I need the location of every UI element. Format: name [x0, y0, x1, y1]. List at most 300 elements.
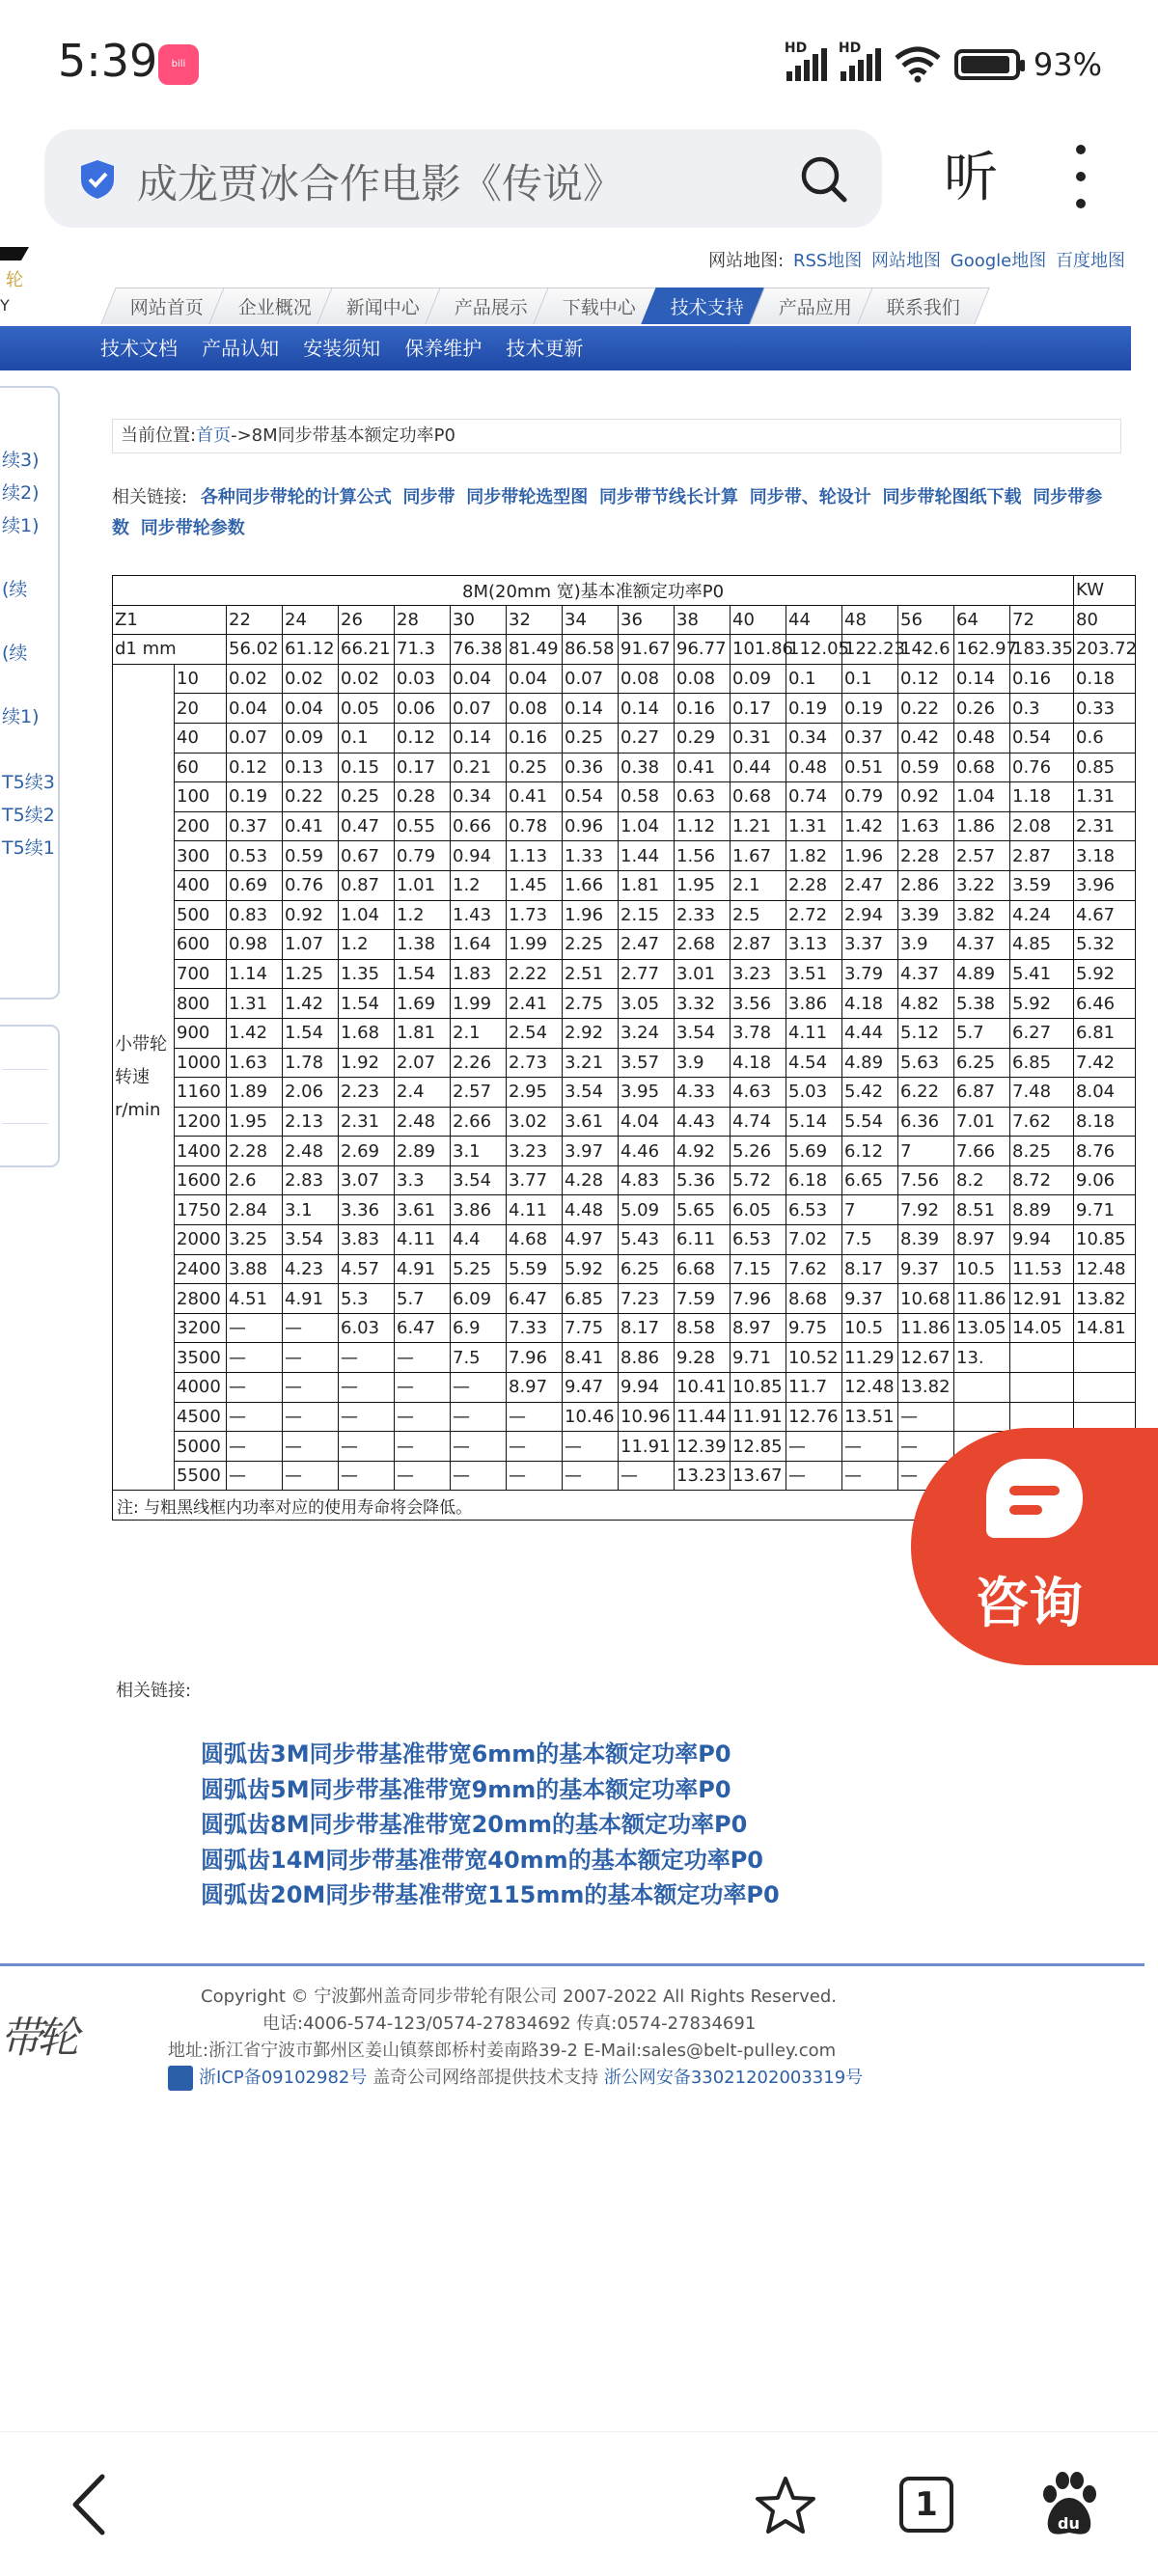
chat-bubble-icon	[986, 1459, 1083, 1538]
sidebar-item[interactable]: 续3)	[2, 450, 40, 471]
sidebar-item[interactable]: T5续2	[2, 805, 55, 826]
power-cell: 0.03	[395, 664, 451, 694]
power-cell: 0.92	[898, 782, 954, 812]
power-cell: —	[227, 1313, 283, 1343]
power-cell: 2.47	[842, 870, 898, 900]
power-cell: 3.23	[731, 959, 786, 989]
power-cell: 0.27	[619, 723, 675, 753]
power-cell: 9.94	[619, 1373, 675, 1403]
rel-link[interactable]: 同步带参数	[112, 487, 1103, 538]
power-cell: —	[395, 1461, 451, 1491]
power-cell: 0.83	[227, 900, 283, 930]
table-row	[113, 1313, 1136, 1343]
power-cell: 3.39	[898, 900, 954, 930]
power-cell: 0.19	[227, 782, 283, 812]
power-cell: 1.14	[227, 959, 283, 989]
power-cell: 1.99	[507, 930, 563, 960]
subnav-tech-updates[interactable]: 技术更新	[506, 337, 584, 360]
nav-applications[interactable]: 产品应用	[749, 288, 881, 324]
power-cell: 12.67	[898, 1343, 954, 1373]
power-cell: 11.29	[842, 1343, 898, 1373]
power-cell: —	[227, 1343, 283, 1373]
power-cell: 1.42	[227, 1018, 283, 1048]
bookmark-star-icon[interactable]	[755, 2475, 816, 2536]
listen-button[interactable]: 听	[944, 147, 998, 209]
nav-news[interactable]: 新闻中心	[317, 288, 449, 324]
power-cell: —	[283, 1313, 339, 1343]
power-cell: —	[786, 1461, 842, 1491]
power-cell: —	[283, 1373, 339, 1403]
power-cell: 6.68	[675, 1254, 731, 1284]
table-note: 注: 与粗黑线框内功率对应的使用寿命将会降低。	[113, 1491, 1136, 1521]
table-row	[113, 1225, 1136, 1255]
speed-cell: 60	[175, 753, 227, 782]
diameter-label: d1 mm	[113, 635, 227, 665]
table-row	[113, 1165, 1136, 1195]
nav-company[interactable]: 企业概况	[208, 288, 341, 324]
power-cell: 5.92	[563, 1254, 619, 1284]
power-cell: 3.07	[339, 1165, 395, 1195]
table-row	[113, 1107, 1136, 1137]
power-cell: 6.22	[898, 1078, 954, 1108]
nav-tech-support[interactable]: 技术支持	[641, 288, 773, 324]
power-cell: 0.14	[619, 694, 675, 724]
power-cell: 4.18	[842, 989, 898, 1019]
power-cell: 11.44	[675, 1402, 731, 1432]
power-cell: 5.72	[731, 1165, 786, 1195]
site-map-link[interactable]: 网站地图	[871, 251, 942, 271]
power-cell: 3.86	[786, 989, 842, 1019]
power-cell: 0.08	[507, 694, 563, 724]
table-title: 8M(20mm 宽)基本准额定功率P0	[113, 576, 1074, 606]
power-cell: 1.42	[283, 989, 339, 1019]
teeth-cell: 28	[395, 605, 451, 635]
subnav-tech-docs[interactable]: 技术文档	[100, 337, 178, 360]
power-cell: 1.64	[451, 930, 507, 960]
power-cell: —	[619, 1461, 675, 1491]
power-cell: 0.08	[675, 664, 731, 694]
power-cell: 2.07	[395, 1048, 451, 1078]
table-row	[113, 959, 1136, 989]
power-cell: 7.23	[619, 1284, 675, 1314]
power-cell: 1.95	[227, 1107, 283, 1137]
power-cell: 1.96	[563, 900, 619, 930]
power-cell: 1.31	[1074, 782, 1136, 812]
power-cell: 2.23	[339, 1078, 395, 1108]
nav-products[interactable]: 产品展示	[425, 288, 557, 324]
power-cell: 2.48	[283, 1137, 339, 1166]
speed-cell: 2800	[175, 1284, 227, 1314]
power-cell: 0.41	[675, 753, 731, 782]
power-cell: 4.92	[675, 1137, 731, 1166]
power-cell: 1.04	[954, 782, 1010, 812]
power-cell: 0.12	[898, 664, 954, 694]
power-cell: 0.54	[563, 782, 619, 812]
diameter-cell: 86.58	[563, 635, 619, 665]
related-article-list	[201, 1737, 780, 1913]
article-link-8m[interactable]: 圆弧齿8M同步带基准带宽20mm的基本额定功率P0	[201, 1811, 748, 1838]
power-cell: 0.25	[339, 782, 395, 812]
power-cell: 5.92	[1010, 989, 1074, 1019]
power-cell: 1.21	[731, 811, 786, 841]
power-cell: 2.87	[731, 930, 786, 960]
power-cell: 7.62	[1010, 1107, 1074, 1137]
breadcrumb-home[interactable]: 首页	[196, 425, 232, 446]
power-cell: 1.18	[1010, 782, 1074, 812]
power-cell: 9.28	[675, 1343, 731, 1373]
speed-header-line: 小带轮	[115, 1033, 167, 1055]
power-cell: 1.04	[619, 811, 675, 841]
power-cell: 14.05	[1010, 1313, 1074, 1343]
svg-text:轮: 轮	[6, 270, 23, 290]
power-cell: —	[283, 1402, 339, 1432]
power-cell: 2.68	[675, 930, 731, 960]
sidebar-item[interactable]: T5续3	[2, 772, 55, 793]
power-cell: 8.17	[619, 1313, 675, 1343]
diameter-row	[113, 635, 1136, 665]
power-cell: 12.39	[675, 1432, 731, 1462]
power-cell: 5.14	[786, 1107, 842, 1137]
power-cell: 5.36	[675, 1165, 731, 1195]
power-cell: 0.68	[954, 753, 1010, 782]
power-cell: 0.92	[283, 900, 339, 930]
power-cell: —	[451, 1432, 507, 1462]
power-cell: 1.35	[339, 959, 395, 989]
table-row	[113, 782, 1136, 812]
power-cell: 0.15	[339, 753, 395, 782]
power-cell: 1.54	[339, 989, 395, 1019]
power-cell: 13.	[954, 1343, 1010, 1373]
table-row	[113, 1195, 1136, 1225]
power-cell: 0.44	[731, 753, 786, 782]
baidu-paw-icon[interactable]	[1038, 2471, 1100, 2538]
power-cell: 5.32	[1074, 930, 1136, 960]
back-arrow-icon[interactable]	[66, 2471, 114, 2538]
article-link-14m[interactable]: 圆弧齿14M同步带基准带宽40mm的基本额定功率P0	[201, 1846, 763, 1874]
power-cell: 1.38	[395, 930, 451, 960]
svg-text:du: du	[1058, 2514, 1080, 2533]
speed-cell: 10	[175, 664, 227, 694]
power-cell: 4.85	[1010, 930, 1074, 960]
power-cell: 3.86	[451, 1195, 507, 1225]
power-cell: 12.91	[1010, 1284, 1074, 1314]
clock: 5:39	[58, 35, 158, 87]
nav-home[interactable]: 网站首页	[100, 288, 233, 324]
left-sidebar-2	[0, 1025, 60, 1167]
power-cell: 14.81	[1074, 1313, 1136, 1343]
shield-check-icon	[77, 158, 118, 201]
power-cell: 8.39	[898, 1225, 954, 1255]
tabs-button[interactable]: 1	[899, 2477, 953, 2533]
power-cell: 7.59	[675, 1284, 731, 1314]
power-cell: 8.41	[563, 1343, 619, 1373]
power-cell: 3.32	[675, 989, 731, 1019]
power-cell: 3.51	[786, 959, 842, 989]
table-row	[113, 1078, 1136, 1108]
power-cell: 4.33	[675, 1078, 731, 1108]
power-cell: 4.91	[395, 1254, 451, 1284]
power-cell: 2.41	[507, 989, 563, 1019]
teeth-cell: 24	[283, 605, 339, 635]
power-cell: 2.69	[339, 1137, 395, 1166]
power-cell: 0.09	[731, 664, 786, 694]
power-cell: 1.31	[786, 811, 842, 841]
power-cell: 0.02	[339, 664, 395, 694]
teeth-cell: 80	[1074, 605, 1136, 635]
power-cell: —	[842, 1461, 898, 1491]
power-cell: 1.73	[507, 900, 563, 930]
subnav-maintenance[interactable]: 保养维护	[404, 337, 482, 360]
site-top-links: 网站地图: RSS地图 网站地图 Google地图 百度地图	[708, 251, 1125, 271]
power-cell: 0.6	[1074, 723, 1136, 753]
power-cell: 10.5	[842, 1313, 898, 1343]
power-cell: 0.04	[507, 664, 563, 694]
teeth-cell: 44	[786, 605, 842, 635]
power-cell: —	[898, 1402, 954, 1432]
article-link-5m[interactable]: 圆弧齿5M同步带基准带宽9mm的基本额定功率P0	[201, 1775, 731, 1803]
power-cell: 13.23	[675, 1461, 731, 1491]
power-cell: —	[339, 1402, 395, 1432]
power-cell: 1.54	[395, 959, 451, 989]
power-cell: 10.85	[731, 1373, 786, 1403]
diameter-cell: 76.38	[451, 635, 507, 665]
power-cell: 2.06	[283, 1078, 339, 1108]
power-cell: —	[507, 1461, 563, 1491]
sidebar-item[interactable]: (续	[2, 579, 28, 600]
speed-cell: 500	[175, 900, 227, 930]
rel-link[interactable]: 同步带轮选型图	[466, 487, 589, 507]
power-cell: 1.81	[619, 870, 675, 900]
power-cell: 6.18	[786, 1165, 842, 1195]
article-link-20m[interactable]: 圆弧齿20M同步带基准带宽115mm的基本额定功率P0	[201, 1881, 780, 1908]
power-cell: 5.69	[786, 1137, 842, 1166]
rel-link[interactable]: 各种同步带轮的计算公式	[200, 487, 392, 507]
power-cell: 0.13	[283, 753, 339, 782]
power-cell	[1074, 1343, 1136, 1373]
power-cell: 3.24	[619, 1018, 675, 1048]
power-cell: 0.42	[898, 723, 954, 753]
article-link-3m[interactable]: 圆弧齿3M同步带基准带宽6mm的基本额定功率P0	[201, 1740, 731, 1768]
power-cell: 3.96	[1074, 870, 1136, 900]
more-menu-icon[interactable]	[1071, 145, 1090, 212]
power-cell: 3.57	[619, 1048, 675, 1078]
sidebar-item[interactable]: 续2)	[2, 482, 40, 504]
nav-downloads[interactable]: 下载中心	[533, 288, 665, 324]
nav-contact[interactable]: 联系我们	[857, 288, 989, 324]
power-cell: 1.56	[675, 841, 731, 871]
power-cell	[1010, 1343, 1074, 1373]
power-cell: 6.25	[954, 1048, 1010, 1078]
bilibili-app-icon: bili	[158, 44, 199, 85]
power-cell: 5.41	[1010, 959, 1074, 989]
power-cell: —	[563, 1432, 619, 1462]
rel-link[interactable]: 同步带节线长计算	[599, 487, 739, 507]
police-record-link[interactable]: 浙公网安备33021202003319号	[603, 2068, 864, 2088]
search-icon[interactable]	[799, 154, 849, 205]
google-map-link[interactable]: Google地图	[950, 251, 1047, 271]
rel-link[interactable]: 同步带、轮设计	[749, 487, 871, 507]
power-cell: 9.94	[1010, 1225, 1074, 1255]
sidebar-item[interactable]: 续1)	[2, 706, 40, 727]
table-row	[113, 753, 1136, 782]
copyright: Copyright © 宁波鄞州盖奇同步带轮有限公司 2007-2022 All Rights Reserved.	[201, 1987, 837, 2007]
power-cell: 2.57	[954, 841, 1010, 871]
power-cell: 9.71	[1074, 1195, 1136, 1225]
speed-header-line: r/min	[115, 1099, 161, 1120]
speed-cell: 5500	[175, 1461, 227, 1491]
power-cell: 1.67	[731, 841, 786, 871]
status-icons	[786, 41, 1102, 89]
power-cell: 3.54	[563, 1078, 619, 1108]
power-cell: 2.87	[1010, 841, 1074, 871]
power-cell: 3.02	[507, 1107, 563, 1137]
power-cell: 3.3	[395, 1165, 451, 1195]
power-cell: 7.56	[898, 1165, 954, 1195]
footer-registration: 浙ICP备09102982号 盖奇公司网络部提供技术支持 浙公网安备33021202003319号	[168, 2065, 863, 2092]
power-cell: —	[227, 1373, 283, 1403]
power-cell	[1074, 1373, 1136, 1403]
sidebar-item[interactable]: T5续1	[2, 837, 55, 859]
speed-cell: 600	[175, 930, 227, 960]
power-cell: 5.54	[842, 1107, 898, 1137]
power-cell: 1.2	[339, 930, 395, 960]
speed-cell: 700	[175, 959, 227, 989]
power-cell: 0.51	[842, 753, 898, 782]
power-table	[112, 575, 1136, 1521]
power-cell: 1.2	[451, 870, 507, 900]
power-cell: 1.63	[227, 1048, 283, 1078]
power-cell: 3.9	[898, 930, 954, 960]
power-cell: 11.91	[619, 1432, 675, 1462]
status-bar	[0, 0, 1158, 125]
power-cell: 0.79	[395, 841, 451, 871]
sidebar-item[interactable]: 续1)	[2, 515, 40, 536]
power-cell	[954, 1373, 1010, 1403]
baidu-map-link[interactable]: 百度地图	[1056, 251, 1125, 271]
power-cell: 0.38	[619, 753, 675, 782]
teeth-row	[113, 605, 1136, 635]
power-cell: 6.87	[954, 1078, 1010, 1108]
power-cell: 1.81	[395, 1018, 451, 1048]
subnav-product-knowledge[interactable]: 产品认知	[202, 337, 280, 360]
power-cell: 3.59	[1010, 870, 1074, 900]
power-cell: 3.18	[1074, 841, 1136, 871]
power-cell: 1.99	[451, 989, 507, 1019]
power-cell: 4.97	[563, 1225, 619, 1255]
table-row	[113, 1254, 1136, 1284]
table-row	[113, 900, 1136, 930]
teeth-cell: 22	[227, 605, 283, 635]
power-cell: 0.54	[1010, 723, 1074, 753]
power-cell: —	[898, 1461, 954, 1491]
cell-signal-icon: HD	[786, 48, 827, 81]
power-cell: 0.1	[842, 664, 898, 694]
power-cell: —	[227, 1432, 283, 1462]
power-cell: 12.85	[731, 1432, 786, 1462]
diameter-cell: 96.77	[675, 635, 731, 665]
site-logo[interactable]	[0, 241, 39, 318]
power-cell: 1.04	[339, 900, 395, 930]
speed-cell: 3500	[175, 1343, 227, 1373]
rel-link[interactable]: 同步带	[402, 487, 455, 507]
power-cell: 3.25	[227, 1225, 283, 1255]
power-cell: —	[395, 1432, 451, 1462]
power-cell: 9.06	[1074, 1165, 1136, 1195]
power-cell: 3.54	[675, 1018, 731, 1048]
power-cell: —	[395, 1343, 451, 1373]
power-cell: 0.28	[395, 782, 451, 812]
power-cell: 2.25	[563, 930, 619, 960]
subnav-installation[interactable]: 安装须知	[303, 337, 381, 360]
power-cell: 2.26	[451, 1048, 507, 1078]
power-cell: 5.26	[731, 1137, 786, 1166]
power-cell: 0.33	[1074, 694, 1136, 724]
sidebar-item[interactable]: (续	[2, 643, 28, 664]
power-cell: 3.95	[619, 1078, 675, 1108]
speed-cell: 300	[175, 841, 227, 871]
power-cell: 3.21	[563, 1048, 619, 1078]
power-cell: 2.72	[786, 900, 842, 930]
address-bar[interactable]	[44, 129, 882, 228]
speed-cell: 100	[175, 782, 227, 812]
rel-link[interactable]: 同步带轮图纸下载	[882, 487, 1022, 507]
rel-link[interactable]: 同步带轮参数	[140, 518, 245, 538]
power-cell: 3.1	[451, 1137, 507, 1166]
power-cell: 5.09	[619, 1195, 675, 1225]
diameter-cell: 101.86	[731, 635, 786, 665]
power-cell	[954, 1402, 1010, 1432]
related-links: 相关链接: 各种同步带轮的计算公式 同步带 同步带轮选型图 同步带节线长计算 同步带、轮设计 同步带轮图纸下载 同步带参数 同步带轮参数	[112, 487, 1103, 538]
power-cell: 2.83	[283, 1165, 339, 1195]
power-cell: 1.45	[507, 870, 563, 900]
power-cell: 0.87	[339, 870, 395, 900]
power-cell: 6.09	[451, 1284, 507, 1314]
power-cell: 0.19	[786, 694, 842, 724]
power-cell: 1.68	[339, 1018, 395, 1048]
rss-map-link[interactable]: RSS地图	[792, 251, 863, 271]
power-cell: 9.71	[731, 1343, 786, 1373]
battery-percent: 93%	[1033, 46, 1102, 83]
table-row	[113, 811, 1136, 841]
power-cell: 2.28	[227, 1137, 283, 1166]
power-cell: 9.47	[563, 1373, 619, 1403]
power-cell: —	[339, 1373, 395, 1403]
power-cell: 0.25	[507, 753, 563, 782]
power-cell: 0.07	[227, 723, 283, 753]
speed-row-header	[113, 664, 175, 1491]
power-cell: 1.54	[283, 1018, 339, 1048]
power-cell: 4.63	[731, 1078, 786, 1108]
consult-button[interactable]: 咨询	[911, 1428, 1158, 1665]
power-cell: 4.11	[395, 1225, 451, 1255]
power-cell: 0.74	[786, 782, 842, 812]
power-cell: —	[451, 1461, 507, 1491]
icp-link[interactable]: 浙ICP备09102982号	[199, 2068, 368, 2088]
power-cell: 8.86	[619, 1343, 675, 1373]
power-cell: 3.78	[731, 1018, 786, 1048]
power-cell: 0.85	[1074, 753, 1136, 782]
power-cell: 0.68	[731, 782, 786, 812]
power-cell: 10.41	[675, 1373, 731, 1403]
power-cell: 7.33	[507, 1313, 563, 1343]
power-cell: 0.36	[563, 753, 619, 782]
power-cell: 12.76	[786, 1402, 842, 1432]
power-cell: 1.2	[395, 900, 451, 930]
power-cell: 0.69	[227, 870, 283, 900]
power-cell: —	[283, 1343, 339, 1373]
power-cell: 0.14	[451, 723, 507, 753]
power-cell: 2.89	[395, 1137, 451, 1166]
